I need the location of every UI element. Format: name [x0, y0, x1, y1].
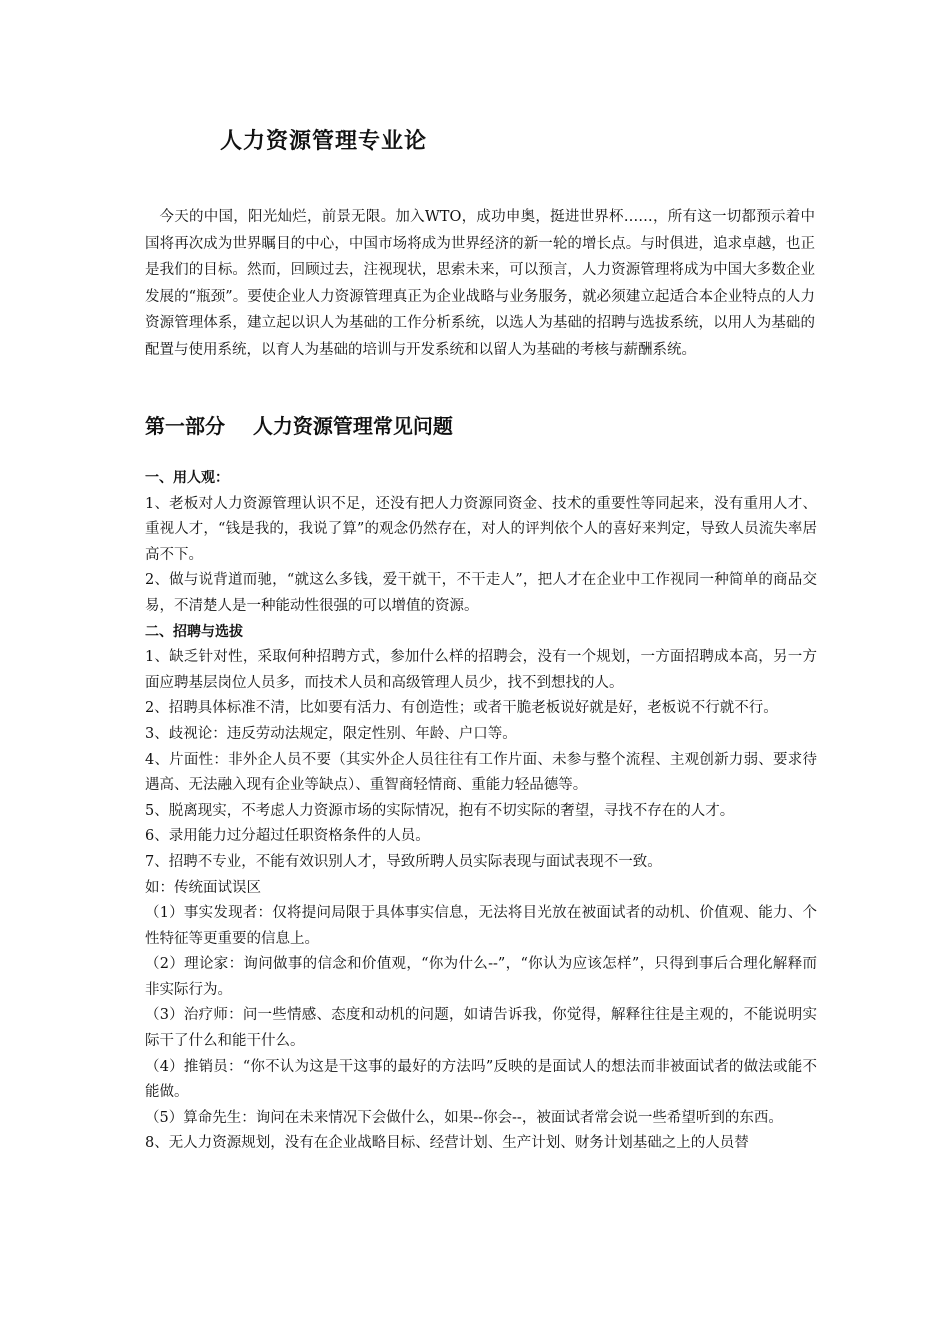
intro-paragraph: 今天的中国，阳光灿烂，前景无限。加入WTO，成功申奥，挺进世界杯……，所有这一切都预示着中国将再次成为世界瞩目的中心，中国市场将成为世界经济的新一轮的增长点。与时俱进，追求卓越，也正是我们的目标。然而，回顾过去，注视现状，思索未来，可以预言，人力资源管理将成为中国大多数企业发展的“瓶颈”。要使企业人力资源管理真正为企业战略与业务服务，就必须建立起适合本企业特点的人力资源管理体系，建立起以识人为基础的工作分析系统，以选人为基础的招聘与选拔系统，以用人为基础的配置与使用系统，以育人为基础的培训与开发系统和以留人为基础的考核与薪酬系统。 — [145, 209, 815, 358]
section1-item-2: 2、做与说背道而驰，“就这么多钱，爱干就干，不干走人”，把人才在企业中工作视同一种简单的商品交易，不清楚人是一种能动性很强的可以增值的资源。 — [145, 572, 817, 614]
section2-item-4: 4、片面性：非外企人员不要（其实外企人员往往有工作片面、未参与整个流程、主观创新力弱、要求待遇高、无法融入现有企业等缺点）、重智商轻情商、重能力轻品德等。 — [145, 751, 817, 794]
section2-item-6: 6、录用能力过分超过任职资格条件的人员。 — [145, 828, 430, 845]
section2-item-2: 2、招聘具体标准不清，比如要有活力、有创造性；或者干脆老板说好就是好，老板说不行就不行。 — [145, 700, 778, 717]
section2-item-8: 8、无人力资源规划，没有在企业战略目标、经营计划、生产计划、财务计划基础之上的人员替 — [145, 1135, 749, 1152]
pitfall-theorist: （2）理论家：询问做事的信念和价值观，“你为什么--”，“你认为应该怎样”，只得到事后合理化解释而非实际行为。 — [145, 956, 817, 998]
section2-heading: 二、招聘与选拔 — [145, 623, 243, 640]
pitfall-fact-finder: （1）事实发现者：仅将提问局限于具体事实信息，无法将目光放在被面试者的动机、价值观、能力、个性特征等更重要的信息上。 — [145, 905, 817, 947]
part1-heading: 第一部分 人力资源管理常见问题 — [145, 414, 453, 438]
document-title: 人力资源管理专业论 — [220, 128, 428, 154]
pitfall-fortune-teller: （5）算命先生：询问在未来情况下会做什么，如果--你会--，被面试者常会说一些希望听到的东西。 — [145, 1109, 783, 1126]
pitfall-therapist: （3）治疗师：问一些情感、态度和动机的问题，如请告诉我，你觉得，解释往往是主观的，不能说明实际干了什么和能干什么。 — [145, 1007, 817, 1050]
pitfall-salesman: （4）推销员：“你不认为这是干这事的最好的方法吗”反映的是面试人的想法而非被面试者的做法或能不能做。 — [145, 1058, 817, 1101]
section2-item-5: 5、脱离现实，不考虑人力资源市场的实际情况，抱有不切实际的奢望，寻找不存在的人才。 — [145, 802, 735, 819]
section1-item-1: 1、老板对人力资源管理认识不足，还没有把人力资源同资金、技术的重要性等同起来，没有重用人才、重视人才，“钱是我的，我说了算”的观念仍然存在，对人的评判依个人的喜好来判定，导致人员流失率居高不下。 — [145, 495, 817, 563]
interview-pitfalls-intro: 如：传统面试误区 — [145, 879, 261, 896]
section2-item-1: 1、缺乏针对性，采取何种招聘方式，参加什么样的招聘会，没有一个规划，一方面招聘成本高，另一方面应聘基层岗位人员多，而技术人员和高级管理人员少，找不到想找的人。 — [145, 649, 817, 691]
section2-item-3: 3、歧视论：违反劳动法规定，限定性别、年龄、户口等。 — [145, 725, 517, 742]
section2-item-7: 7、招聘不专业，不能有效识别人才，导致所聘人员实际表现与面试表现不一致。 — [145, 853, 662, 870]
section1-heading: 一、用人观： — [145, 470, 229, 486]
part1-body — [145, 466, 817, 1157]
